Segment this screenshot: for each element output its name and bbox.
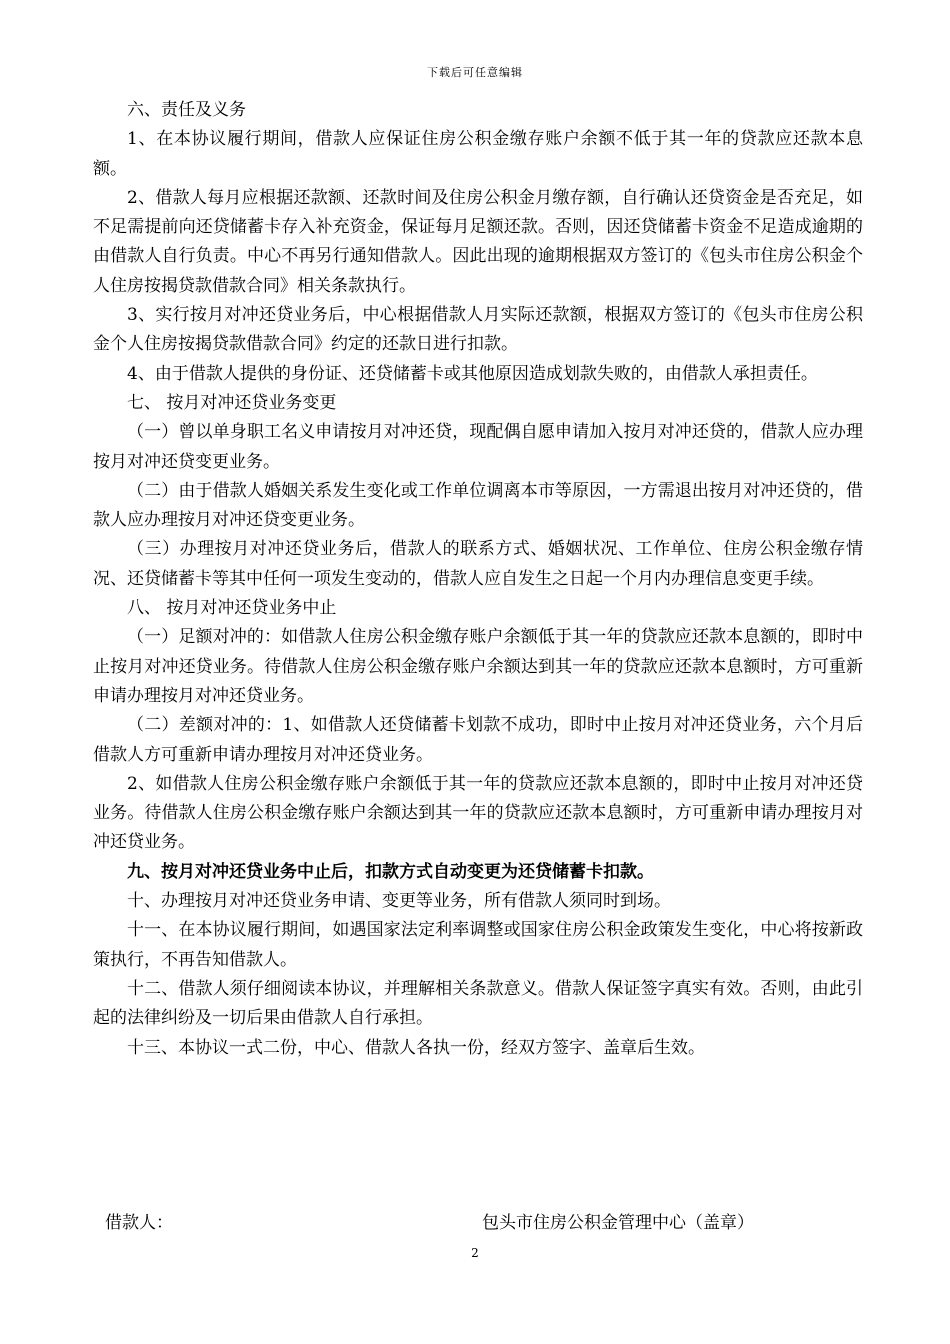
clause-7-1: （一）曾以单身职工名义申请按月对冲还贷，现配偶自愿申请加入按月对冲还贷的，借款人应办理按月对冲还贷变更业务。 <box>93 422 863 472</box>
borrower-signature-label: 借款人： <box>105 1213 173 1233</box>
clause-6-1: 1、在本协议履行期间，借款人应保证住房公积金缴存账户余额不低于其一年的贷款应还款本息额。 <box>93 129 863 179</box>
section-6-heading: 六、责任及义务 <box>127 100 246 120</box>
header-note: 下载后可任意编辑 <box>427 66 523 79</box>
clause-7-3: （三）办理按月对冲还贷业务后，借款人的联系方式、婚姻状况、工作单位、住房公积金缴存情况、还贷储蓄卡等其中任何一项发生变动的，借款人应自发生之日起一个月内办理信息变更手续。 <box>93 539 863 589</box>
section-12: 十二、借款人须仔细阅读本协议，并理解相关条款意义。借款人保证签字真实有效。否则，由此引起的法律纠纷及一切后果由借款人自行承担。 <box>93 978 863 1029</box>
center-signature-label: 包头市住房公积金管理中心（盖章） <box>482 1213 754 1233</box>
clause-8-2-2: 2、如借款人住房公积金缴存账户余额低于其一年的贷款应还款本息额的，即时中止按月对冲还贷业务。待借款人住房公积金缴存账户余额达到其一年的贷款应还款本息额时，方可重新申请办理按月对冲还贷业务。 <box>93 773 863 853</box>
page-number: 2 <box>471 1246 479 1260</box>
section-7-heading: 七、 按月对冲还贷业务变更 <box>127 392 337 413</box>
clause-6-2: 2、借款人每月应根据还款额、还款时间及住房公积金月缴存额，自行确认还贷资金是否充足，如不足需提前向还贷储蓄卡存入补充资金，保证每月足额还款。否则，因还贷储蓄卡资金不足造成逾期的由借款人自行负责。中心不再另行通知借款人。因此出现的逾期根据双方签订的《包头市住房公积金个人住房按揭贷款借款合同》相关条款执行。 <box>93 187 863 296</box>
agreement-body <box>93 96 863 1063</box>
clause-8-1: （一）足额对冲的：如借款人住房公积金缴存账户余额低于其一年的贷款应还款本息额的，即时中止按月对冲还贷业务。待借款人住房公积金缴存账户余额达到其一年的贷款应还款本息额时，方可重新申请办理按月对冲还贷业务。 <box>93 627 863 706</box>
section-13: 十三、本协议一式二份，中心、借款人各执一份，经双方签字、盖章后生效。 <box>127 1037 705 1058</box>
clause-6-4: 4、由于借款人提供的身份证、还贷储蓄卡或其他原因造成划款失败的，由借款人承担责任。 <box>127 363 818 384</box>
section-9: 九、按月对冲还贷业务中止后，扣款方式自动变更为还贷储蓄卡扣款。 <box>127 861 654 882</box>
clause-8-2: （二）差额对冲的：1、如借款人还贷储蓄卡划款不成功，即时中止按月对冲还贷业务，六个月后借款人方可重新申请办理按月对冲还贷业务。 <box>93 715 863 765</box>
section-10: 十、办理按月对冲还贷业务申请、变更等业务，所有借款人须同时到场。 <box>127 891 671 912</box>
clause-7-2: （二）由于借款人婚姻关系发生变化或工作单位调离本市等原因，一方需退出按月对冲还贷的，借款人应办理按月对冲还贷变更业务。 <box>93 480 863 531</box>
section-11: 十一、在本协议履行期间，如遇国家法定利率调整或国家住房公积金政策发生变化，中心将按新政策执行，不再告知借款人。 <box>93 920 863 970</box>
clause-6-3: 3、实行按月对冲还贷业务后，中心根据借款人月实际还款额，根据双方签订的《包头市住房公积金个人住房按揭贷款借款合同》约定的还款日进行扣款。 <box>93 305 863 355</box>
signature-row <box>93 1208 863 1238</box>
section-8-heading: 八、 按月对冲还贷业务中止 <box>127 598 337 619</box>
